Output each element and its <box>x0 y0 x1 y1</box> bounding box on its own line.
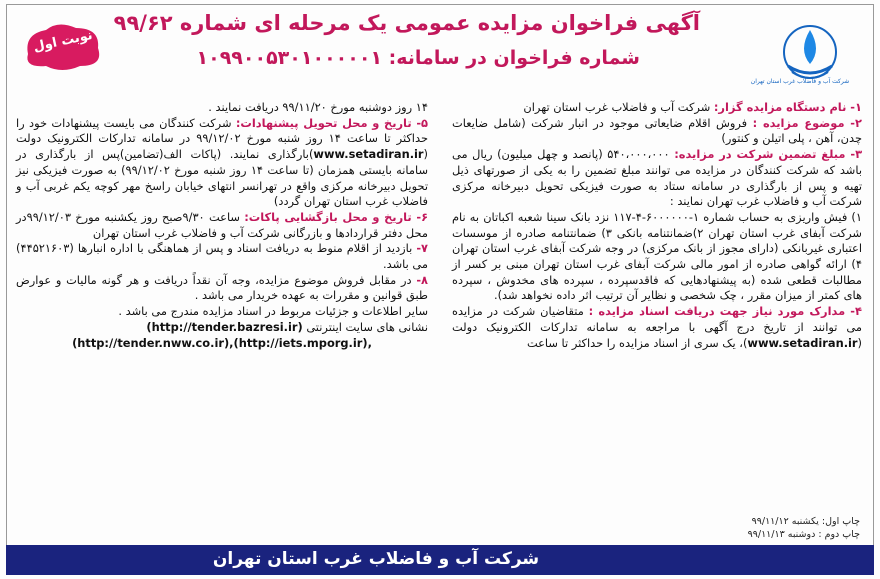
section-2: ۲- موضوع مزایده : فروش اقلام ضایعاتی موجود در انبار شرکت (شامل ضایعات چدن، آهن ، پلی اتیلن و کنتور) <box>452 115 862 146</box>
footer-bar <box>6 545 874 575</box>
extra-info: سایر اطلاعات و جزئیات مربوط در اسناد مزایده مندرج می باشد . <box>118 304 428 319</box>
sites-line: نشانی های سایت اینترنتی (http://tender.bazresi.ir) <box>146 319 428 334</box>
section-4: ۴- مدارک مورد نیاز جهت دریافت اسناد مزایده : متقاضیان شرکت در مزایده می توانند از تاریخ درج آگهی با مراجعه به سامانه تدارکات الکترونیک دولت (www.setadiran.ir)، یک سری از اسناد مزایده را حداکثر تا ساعت <box>452 304 862 350</box>
call-number: شماره فراخوان در سامانه: ۱۰۹۹۰۰۵۳۰۱۰۰۰۰۰۱ <box>196 47 640 69</box>
edition-badge: نوبت اول <box>32 27 94 56</box>
section-3: ۳- مبلغ تضمین شرکت در مزایده: ۵۴۰،۰۰۰،۰۰۰ (پانصد و چهل میلیون) ریال می باشد که شرکت کنندگان در مزایده می توانند مبلغ تضمین را به یکی از صورتهای ذیل تهیه و پس از بارگذاری در سامانه ستاد به صورت فیزیکی تحویل دبیرخانه مرکزی شرکت آب و فاضلاب غرب تهران نمایند : <box>452 147 863 209</box>
section-6: ۶- تاریخ و محل بازگشایی پاکات: ساعت ۹/۳۰صبح روز یکشنبه مورخ ۹۹/۱۲/۰۳در محل دفتر قراردادها و بازرگانی شرکت آب و فاضلاب غرب استان تهران <box>16 209 429 240</box>
setad-link[interactable]: www.setadiran.ir <box>313 147 424 162</box>
section-7: ۷- بازدید از اقلام منوط به دریافت اسناد و پس از هماهنگی با اداره انبارها (۴۴۵۲۱۶۰۳) می باشد. <box>16 241 428 272</box>
logo-caption: شرکت آب و فاضلاب غرب استان تهران <box>750 78 850 85</box>
links-line <box>16 336 428 352</box>
left-column <box>16 100 428 351</box>
bazresi-link[interactable]: (http://tender.bazresi.ir) <box>146 319 303 334</box>
other-links[interactable]: (http://tender.nww.co.ir),(http://iets.mporg.ir), <box>72 335 372 350</box>
first-print: چاپ اول: یکشنبه ۹۹/۱۱/۱۲ <box>751 516 860 527</box>
right-column <box>452 100 862 351</box>
section-3-items: ۱) فیش واریزی به حساب شماره ۱-۶۰۰۰۰۰۰-۴-۱۱۷ نزد بانک سینا شعبه اکباتان به نام شرکت آبفای غرب استان تهران ۲)ضمانتنامه بانکی ۳) ضمانتنامه صادره از موسسات اعتباری غیربانکی (دارای مجوز از بانک مرکزی) در وجه شرکت آبفای غرب استان تهران ۴) ارائه گواهی صادره از امور مالی شرکت آبفای غرب استان تهران مبنی بر کسر از مطالبات قطعی شده (به پیشنهادهایی که فاقدسپرده ، سپرده های مخدوش ، سپرده های کمتر از میزان مقرر ، چک شخصی و نظایر آن ترتیب اثر داده نخواهد شد). <box>452 209 862 303</box>
section-5: ۵- تاریخ و محل تحویل پیشنهادات: شرکت کنندگان می بایست پیشنهادات خود را حداکثر تا ساعت ۱۴ روز شنبه مورخ ۹۹/۱۲/۰۲ در سامانه تدارکات الکترونیک دولت (www.setadiran.ir)بارگذاری نمایند. (پاکات الف(تضامین)پس از بارگذاری در سامانه بایستی همزمان (تا ساعت ۱۴ روز شنبه مورخ ۹۹/۱۲/۰۲) به صورت فیزیکی نیز تحویل دبیرخانه مرکزی واقع در تهرانسر انتهای خیابان راسخ مهر کوچه یکم غربی آب و فاضلاب غرب استان تهران گردد) <box>16 115 428 209</box>
section-4-continued: ۱۴ روز دوشنبه مورخ ۹۹/۱۱/۲۰ دریافت نمایند . <box>208 100 428 114</box>
section-1: ۱- نام دستگاه مزایده گزار: شرکت آب و فاضلاب غرب استان تهران <box>523 100 862 114</box>
second-print: چاپ دوم : دوشنبه ۹۹/۱۱/۱۳ <box>747 529 860 540</box>
section-8: ۸- در مقابل فروش موضوع مزایده، وجه آن نقداً دریافت و هر گونه مالیات و عوارض طبق قوانین و مقررات به عهده خریدار می باشد . <box>16 272 428 303</box>
print-dates <box>690 515 860 541</box>
setad-link[interactable]: www.setadiran.ir <box>747 335 858 350</box>
page-title: آگهی فراخوان مزایده عمومی یک مرحله ای شماره ۹۹/۶۲ <box>113 11 700 35</box>
footer-text: شرکت آب و فاضلاب غرب استان تهران <box>212 549 540 569</box>
